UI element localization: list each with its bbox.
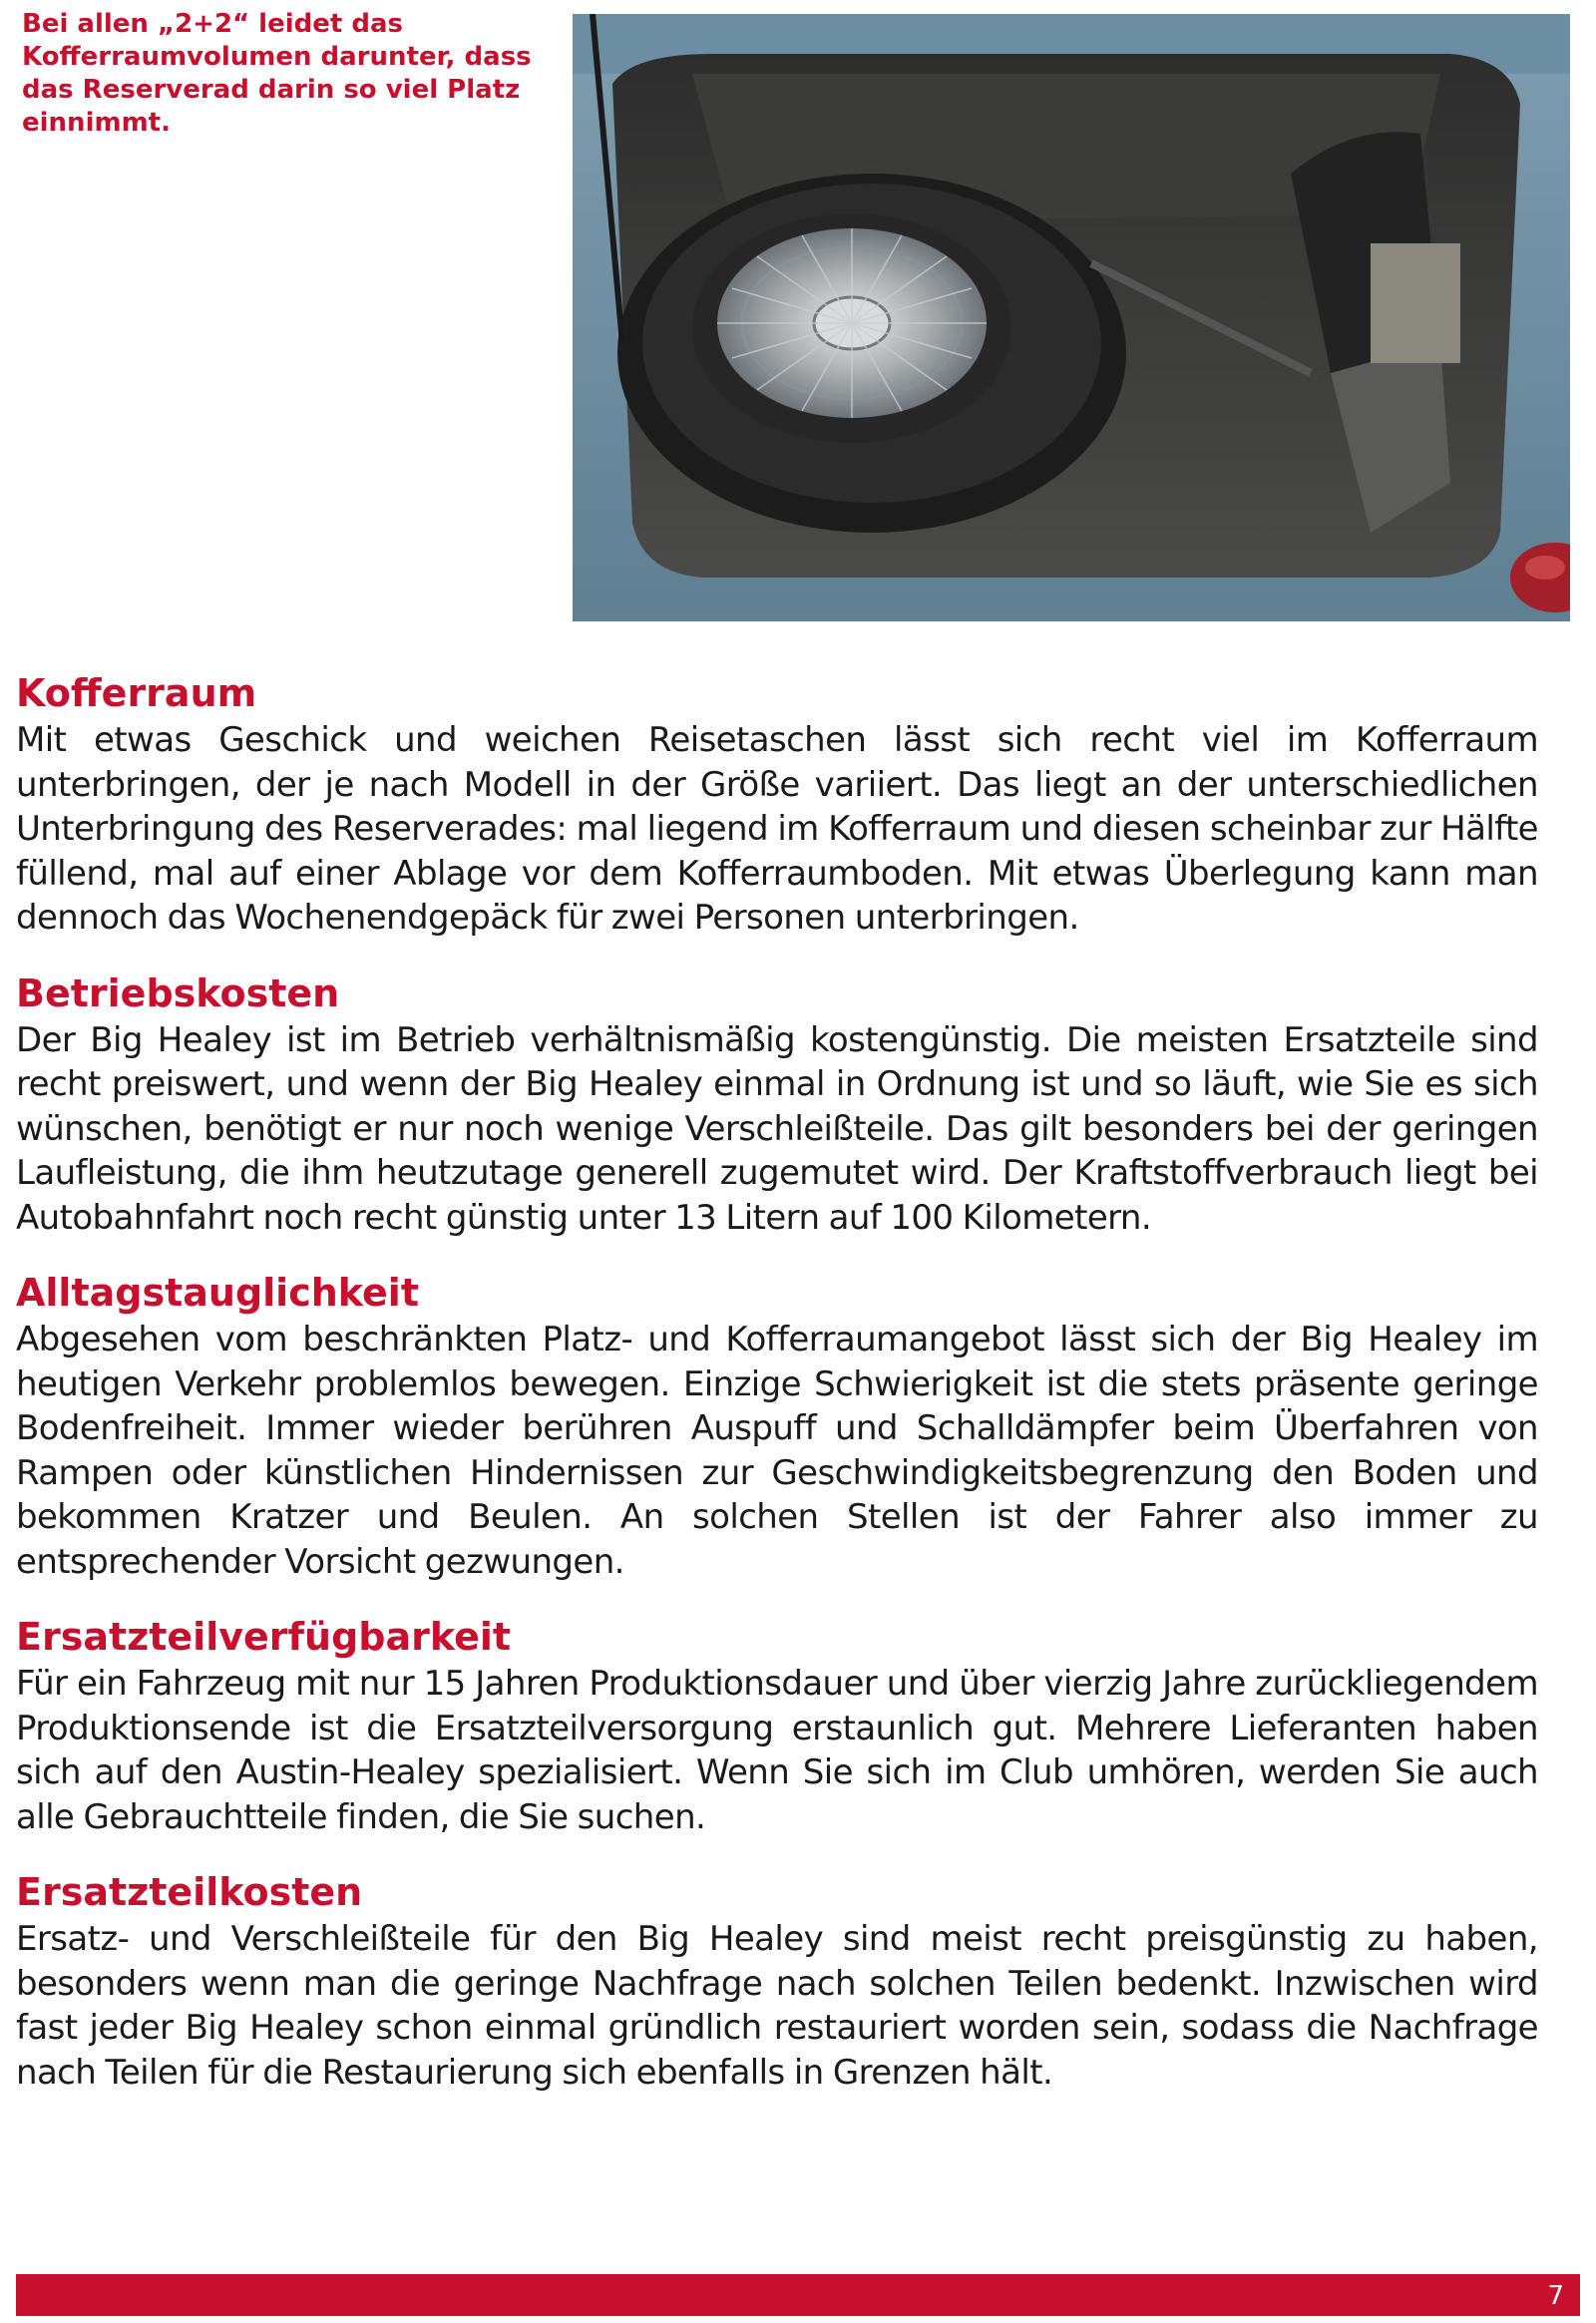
section-text: Für ein Fahrzeug mit nur 15 Jahren Produktionsdauer und über vierzig Jahre zurückliegendem Produktionsende ist die Ersatzteilversorgung erstaunlich gut. Mehrere Lieferanten haben sich auf den Austin-Healey spezialisiert. Wenn Sie sich im Club umhören, werden Sie auch alle Gebrauchtteile finden, die Sie suchen. — [16, 1664, 1538, 1837]
article-body — [16, 670, 1538, 2125]
section-kofferraum — [16, 670, 1538, 941]
section-text: Der Big Healey ist im Betrieb verhältnismäßig kostengünstig. Die meisten Ersatzteile sind recht preiswert, und wenn der Big Healey einmal in Ordnung ist und so läuft, wie Sie es sich wünschen, benötigt er nur noch wenige Verschleißteile. Das gilt besonders bei der geringen Laufleistung, die ihm heutzutage generell zugemutet wird. Der Kraftstoffverbrauch liegt bei Autobahnfahrt noch recht günstig unter 13 Litern auf 100 Kilometern. — [16, 1019, 1538, 1238]
section-text: Abgesehen vom beschränkten Platz- und Kofferraumangebot lässt sich der Big Healey im heutigen Verkehr problemlos bewegen. Einzige Schwierigkeit ist die stets präsente geringe Bodenfreiheit. Immer wieder berühren Auspuff und Schalldämpfer beim Überfahren von Rampen oder künstlichen Hindernissen zur Geschwindigkeitsbegrenzung den Boden und bekommen Kratzer und Beulen. An solchen Stellen ist der Fahrer also immer zu entsprechender Vorsicht gezwungen. — [16, 1320, 1538, 1582]
section-alltagstauglichkeit — [16, 1270, 1538, 1584]
trunk-with-spare-wheel-illustration — [573, 14, 1570, 621]
section-ersatzteilverfuegbarkeit — [16, 1614, 1538, 1839]
section-heading: Betriebskosten — [16, 970, 340, 1015]
section-heading: Ersatzteilkosten — [16, 1870, 363, 1914]
section-heading: Kofferraum — [16, 671, 257, 715]
section-ersatzteilkosten — [16, 1869, 1538, 2095]
section-text: Mit etwas Geschick und weichen Reisetaschen lässt sich recht viel im Kofferraum unterbringen, der je nach Modell in der Größe variiert. Das liegt an der unterschiedlichen Unterbringung des Reserverades: mal liegend im Kofferraum und diesen scheinbar zur Hälfte füllend, mal auf einer Ablage vor dem Kofferraumboden. Mit etwas Überlegung kann man dennoch das Wochenendgepäck für zwei Personen unterbringen. — [16, 720, 1538, 938]
section-heading: Alltagstauglichkeit — [16, 1271, 419, 1315]
page-number: 7 — [1547, 2281, 1564, 2311]
section-betriebskosten — [16, 970, 1538, 1241]
trunk-spare-wheel-photo — [573, 14, 1570, 621]
section-text: Ersatz- und Verschleißteile für den Big Healey sind meist recht preisgünstig zu haben, besonders wenn man die geringe Nachfrage nach solchen Teilen bedenkt. Inzwischen wird fast jeder Big Healey schon einmal gründlich restauriert worden sein, sodass die Nachfrage nach Teilen für die Restaurierung sich ebenfalls in Grenzen hält. — [16, 1919, 1538, 2093]
photo-caption: Bei allen „2+2“ leidet das Kofferraumvolumen darunter, dass das Reserverad darin so viel Platz einnimmt. — [22, 9, 532, 138]
section-heading: Ersatzteilverfügbarkeit — [16, 1615, 512, 1659]
footer-bar — [16, 2274, 1580, 2316]
